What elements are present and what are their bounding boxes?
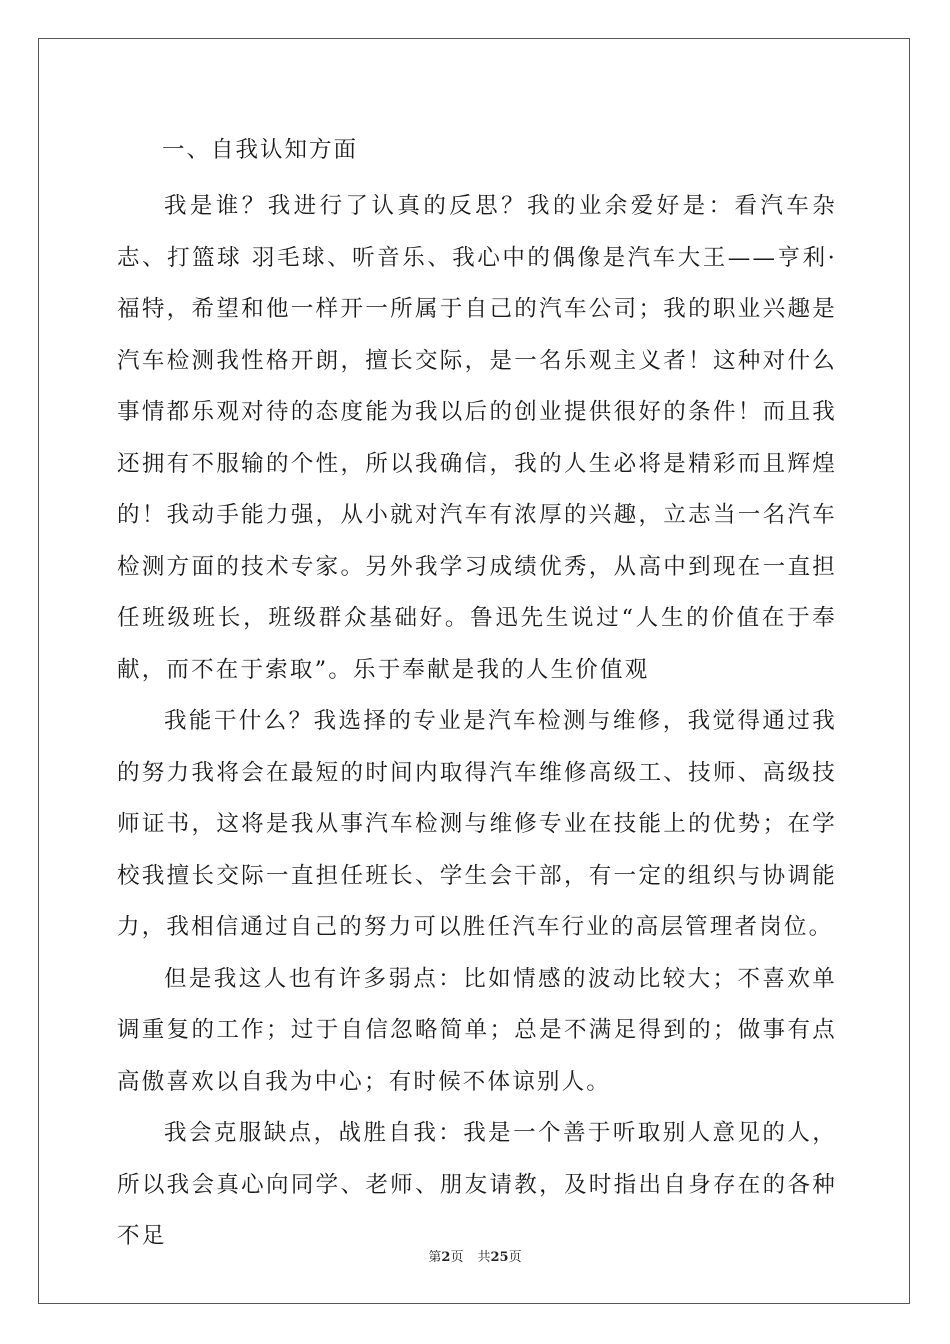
- total-suffix: 页: [508, 1250, 522, 1265]
- total-indicator: [477, 1250, 521, 1265]
- page-footer: [0, 1246, 950, 1265]
- paragraph-self-reflection: 我是谁？我进行了认真的反思？我的业余爱好是：看汽车杂志、打篮球 羽毛球、听音乐、我心中的偶像是汽车大王——亨利·福特，希望和他一样开一所属于自己的汽车公司；我的职业兴趣是汽车检测我性格开朗，擅长交际，是一名乐观主义者！这种对什么事情都乐观对待的态度能为我以后的创业提供很好的条件！而且我还拥有不服输的个性，所以我确信，我的人生必将是精彩而且辉煌的！我动手能力强，从小就对汽车有浓厚的兴趣，立志当一名汽车检测方面的技术专家。另外我学习成绩优秀，从高中到现在一直担任班级班长，班级群众基础好。鲁迅先生说过“人生的价值在于奉献，而不在于索取”。乐于奉献是我的人生价值观: [117, 193, 837, 683]
- total-prefix: 共: [477, 1250, 491, 1265]
- paragraph-overcome: 我会克服缺点，战胜自我：我是一个善于听取别人意见的人，所以我会真心向同学、老师、朋友请教，及时指出自身存在的各种不足: [117, 1120, 837, 1249]
- total-pages: 25: [490, 1250, 509, 1265]
- document-body: [117, 128, 837, 1263]
- section-heading: 一、自我认知方面: [162, 137, 359, 163]
- page-indicator: [428, 1250, 463, 1265]
- page-suffix: 页: [450, 1250, 464, 1265]
- page-number: 2: [441, 1250, 451, 1265]
- page-prefix: 第: [428, 1250, 442, 1265]
- paragraph-weaknesses: 但是我这人也有许多弱点：比如情感的波动比较大；不喜欢单调重复的工作；过于自信忽略简单；总是不满足得到的；做事有点高傲喜欢以自我为中心；有时候不体谅别人。: [117, 965, 837, 1095]
- paragraph-abilities: 我能干什么？我选择的专业是汽车检测与维修，我觉得通过我的努力我将会在最短的时间内取得汽车维修高级工、技师、高级技师证书，这将是我从事汽车检测与维修专业在技能上的优势；在学校我擅长交际一直担任班长、学生会干部，有一定的组织与协调能力，我相信通过自己的努力可以胜任汽车行业的高层管理者岗位。: [117, 708, 837, 940]
